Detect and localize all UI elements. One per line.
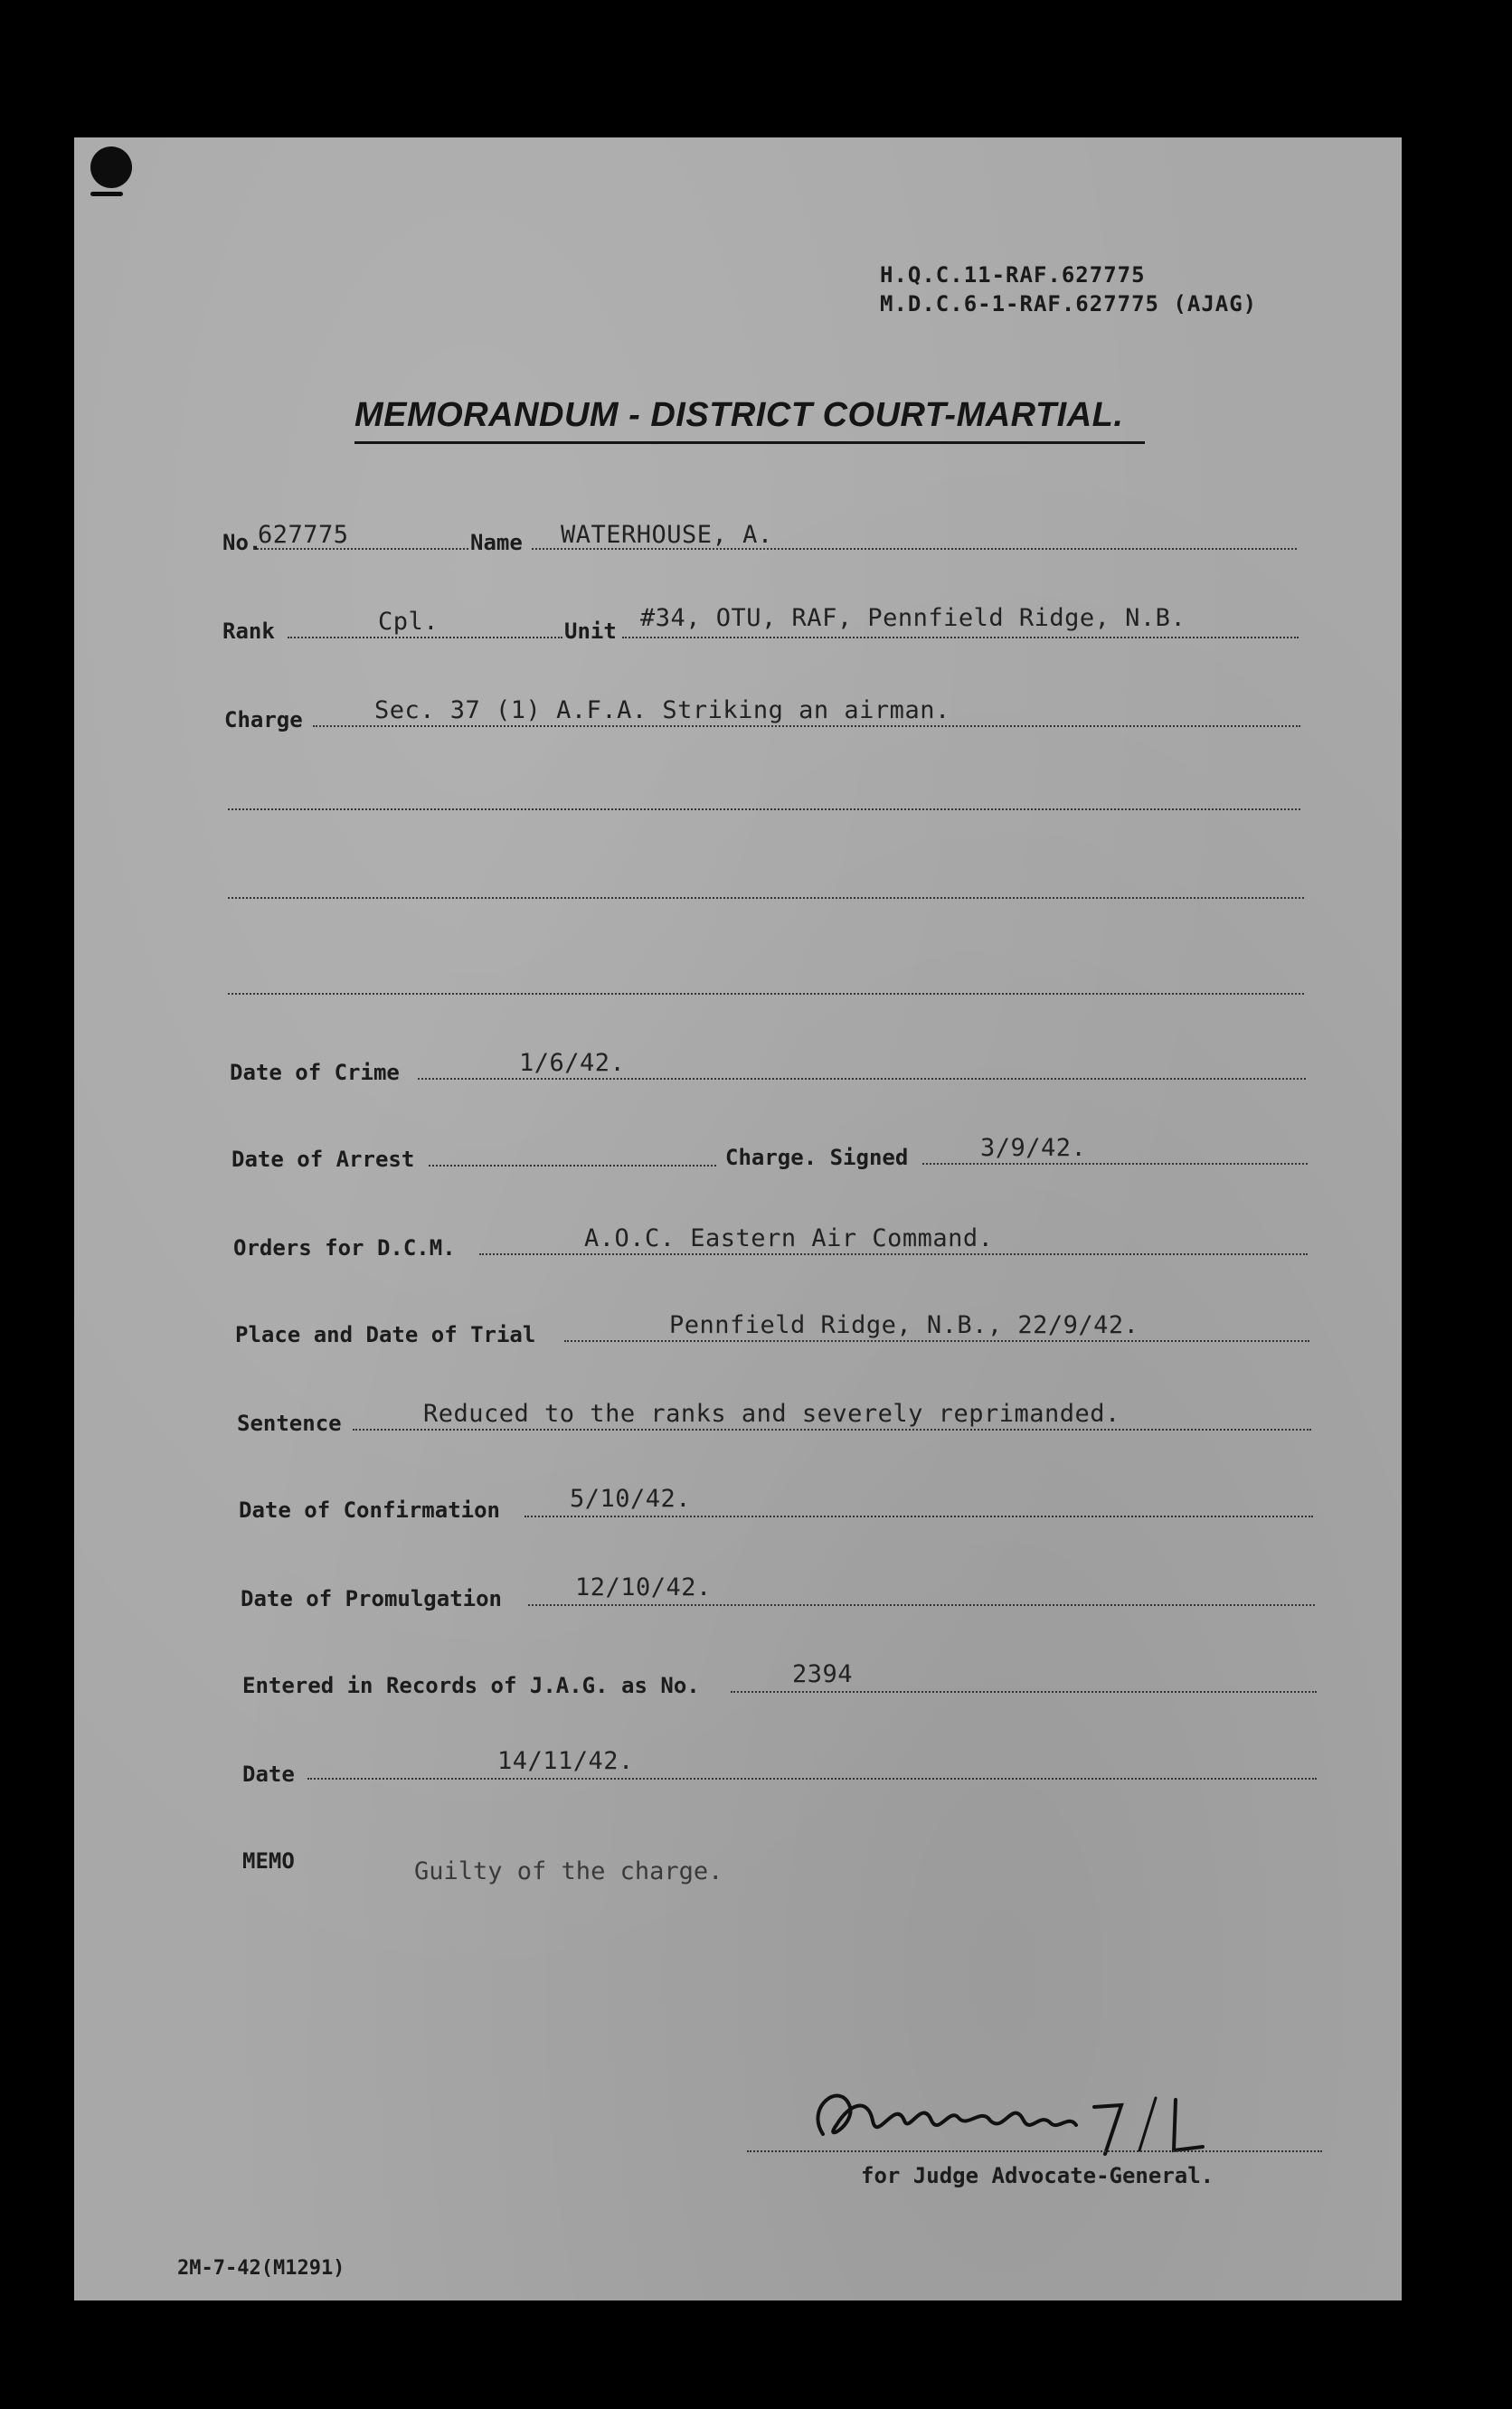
orders-label: Orders for D.C.M.: [233, 1235, 456, 1261]
confirmation-label: Date of Confirmation: [239, 1497, 500, 1523]
reference-number-1: H.Q.C.11-RAF.627775: [880, 262, 1146, 288]
charge-label: Charge: [224, 707, 303, 732]
signature-line: [747, 2150, 1322, 2152]
sentence-value: Reduced to the ranks and severely reprimanded.: [423, 1400, 1120, 1428]
orders-value: A.O.C. Eastern Air Command.: [584, 1224, 994, 1252]
trial-value: Pennfield Ridge, N.B., 22/9/42.: [669, 1311, 1139, 1339]
charge-line-2: [228, 808, 1300, 810]
charge-signed-label: Charge. Signed: [725, 1145, 909, 1170]
rank-value: Cpl.: [378, 608, 439, 636]
trial-line: [564, 1340, 1309, 1342]
jag-records-line: [731, 1691, 1317, 1693]
memo-label: MEMO: [242, 1848, 295, 1874]
trial-label: Place and Date of Trial: [235, 1322, 536, 1347]
promulgation-value: 12/10/42.: [575, 1573, 712, 1601]
promulgation-line: [528, 1604, 1315, 1606]
date-line: [307, 1778, 1317, 1780]
name-label: Name: [470, 530, 523, 555]
date-of-crime-line: [418, 1078, 1306, 1080]
title-underline: [354, 441, 1145, 444]
confirmation-value: 5/10/42.: [570, 1485, 692, 1513]
name-value: WATERHOUSE, A.: [561, 521, 773, 549]
document-sheet: [74, 137, 1402, 2300]
signed-for-label: for Judge Advocate-General.: [861, 2163, 1214, 2188]
orders-line: [479, 1253, 1308, 1255]
date-value: 14/11/42.: [497, 1747, 634, 1775]
jag-records-value: 2394: [792, 1660, 854, 1688]
charge-line-4: [228, 993, 1304, 995]
no-value: 627775: [258, 521, 349, 549]
charge-signed-value: 3/9/42.: [980, 1134, 1087, 1162]
jag-records-label: Entered in Records of J.A.G. as No.: [242, 1673, 700, 1698]
date-of-arrest-line: [429, 1165, 716, 1167]
unit-label: Unit: [564, 619, 617, 644]
punch-hole-mark: [90, 192, 123, 196]
confirmation-line: [524, 1516, 1313, 1517]
signature: [787, 2071, 1257, 2170]
document-title: MEMORANDUM - DISTRICT COURT-MARTIAL.: [354, 396, 1124, 434]
form-code: 2M-7-42(M1291): [177, 2257, 345, 2280]
date-of-crime-label: Date of Crime: [230, 1060, 400, 1085]
punch-hole: [90, 146, 132, 188]
unit-value: #34, OTU, RAF, Pennfield Ridge, N.B.: [640, 604, 1186, 632]
unit-line: [622, 637, 1299, 638]
charge-line: [313, 725, 1300, 727]
sentence-label: Sentence: [237, 1411, 342, 1436]
charge-signed-line: [922, 1163, 1308, 1165]
promulgation-label: Date of Promulgation: [241, 1586, 502, 1611]
rank-label: Rank: [222, 619, 275, 644]
charge-value: Sec. 37 (1) A.F.A. Striking an airman.: [374, 696, 950, 724]
no-label: No.: [222, 530, 262, 555]
rank-line: [288, 637, 562, 638]
sentence-line: [353, 1429, 1311, 1431]
memo-value: Guilty of the charge.: [414, 1857, 723, 1885]
reference-number-2: M.D.C.6-1-RAF.627775 (AJAG): [880, 291, 1258, 316]
date-of-crime-value: 1/6/42.: [519, 1049, 626, 1077]
charge-line-3: [228, 897, 1304, 899]
date-label: Date: [242, 1762, 295, 1787]
date-of-arrest-label: Date of Arrest: [232, 1147, 415, 1172]
